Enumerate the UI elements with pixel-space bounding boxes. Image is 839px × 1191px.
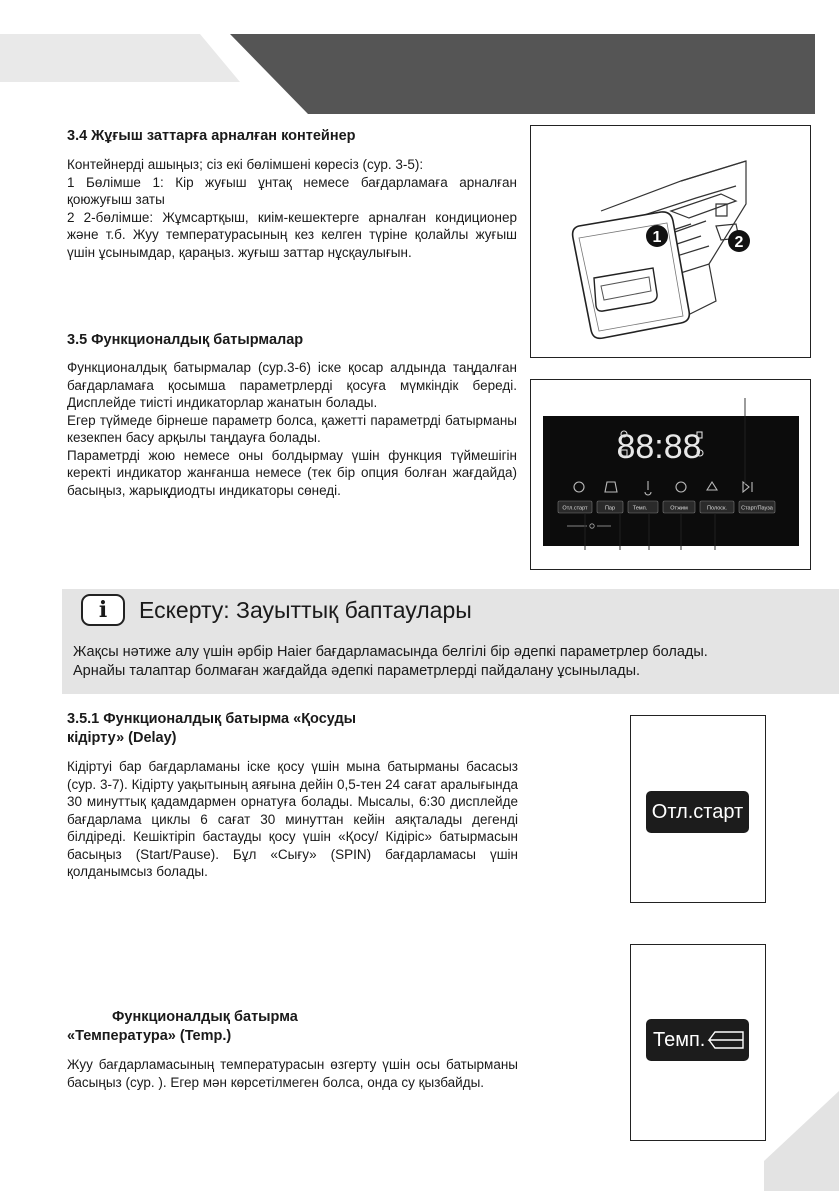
panel-display-digits: 88:88 [616, 428, 702, 466]
section-3-5-body [67, 359, 517, 499]
section-3-5-1-body [67, 758, 518, 881]
section-3-5-2-title-line2: «Температура» (Temp.) [67, 1028, 232, 1044]
delay-start-button-image [646, 791, 749, 833]
section-3-5-1-title-line2: кідірту» (Delay) [67, 730, 177, 746]
header-light-band [0, 34, 240, 82]
section-3-5-2-body [67, 1056, 518, 1091]
section-3-4-p2: 1 Бөлімше 1: Кір жуғыш ұнтақ немесе бағдарламаға арналған қоюжуғыш заты [67, 174, 517, 207]
temp-button-image [646, 1019, 749, 1061]
detergent-drawer-drawing [531, 126, 809, 356]
section-3-5-title: 3.5 Функционалдық батырмалар [67, 332, 304, 348]
info-icon: i [81, 594, 125, 626]
spin-button-label: Отжим [670, 505, 688, 512]
section-3-4-p1: Контейнерді ашыңыз; сіз екі бөлімшені көресіз (сур. 3-5): [67, 157, 424, 172]
section-3-5-2-p1: Жуу бағдарламасының температурасын өзгерту үшін осы батырманы басыңыз (сур. ). Егер мән көрсетілмеген болса, онда су қызбайды. [67, 1057, 518, 1090]
detergent-drawer-figure [530, 125, 811, 358]
temp-button-figure [630, 944, 766, 1141]
control-panel-drawing [531, 380, 809, 568]
steam-button-label: Пар [604, 505, 616, 512]
delay-start-button-label: Отл.старт [562, 505, 588, 512]
section-3-5-p2: Егер түймеде бірнеше параметр болса, қажетті параметрді батырманы кезекпен басу арқылы таңдауға болады. [67, 412, 517, 445]
section-3-5-p3: Параметрді жою немесе оны болдырмау үшін функция түймешігін керекті индикатор жанғанша немесе (тек бір опция болған жағдайда) басыңыз, жарықдиодты индикаторы сөнеді. [67, 447, 517, 498]
section-3-4-title: 3.4 Жұғыш заттарға арналған контейнер [67, 128, 356, 144]
note-title: Ескерту: Зауыттық баптаулары [139, 597, 472, 623]
delay-start-button-image-label: Отл.старт [651, 800, 744, 823]
section-3-5-p1: Функционалдық батырмалар (сур.3-6) іске қосар алдында таңдалған бағдарламаға қосымша параметрлерді қосуға мүмкіндік береді. Дисплейде тиісті индикаторлар жанатын болады. [67, 360, 517, 410]
temperature-levels-icon [707, 1026, 745, 1054]
section-3-5-1-title-line1: 3.5.1 Функционалдық батырма «Қосуды [67, 711, 357, 727]
rinse-button-label: Полоск. [707, 505, 727, 512]
section-3-4-p3: 2 2-бөлімше: Жұмсартқыш, киім-кешектерге арналған кондиционер және т.б. Жуу температурасының кез келген түріне қолайлы жуғыш үшін ұсынымдар, қараңыз. жуғыш заттар нұсқаулығын. [67, 209, 517, 260]
note-line-2: Арнайы талаптар болмаған жағдайда әдепкі параметрлерді пайдалану ұсынылады. [73, 663, 641, 679]
compartment-2-label: 2 [734, 234, 744, 251]
temp-button-image-label: Темп. [653, 1028, 706, 1051]
compartment-1-label: 1 [652, 229, 662, 246]
section-3-5-1-p1: Кідіртуі бар бағдарламаны іске қосу үшін мына батырманы басасыз (сур. 3-7). Кідірту уақытының аяғына дейін 0,5-тен 24 сағат аралығында 30 минуттық қадамдармен орнатуға болады. Мысалы, 6:30 дисплейде бағдарлама циклы 6 сағат 30 минуттан кейін аяқталады дегенді білдіреді. Кешіктіріп бастауды қосу үшін «Қосу/ Кідіріс» батырмасын басыңыз (Start/Pause). Бұл «Сығу» (SPIN) бағдарламасы үшін қолданымсыз болады. [67, 759, 518, 879]
control-panel-figure [530, 379, 811, 570]
note-line-1: Жақсы нәтиже алу үшін әрбір Haier бағдарламасында белгілі бір әдепкі параметрлер болады. [73, 644, 708, 660]
temperature-button-label: Темп. [632, 505, 648, 512]
header-dark-band [230, 34, 815, 114]
page-corner-decoration [764, 1091, 839, 1191]
delay-button-figure [630, 715, 766, 903]
section-3-5-2-title-line1: Функционалдық батырма [112, 1009, 298, 1025]
start-pause-button-label: Старт/Пауза [741, 505, 773, 512]
section-3-4-body [67, 156, 517, 261]
